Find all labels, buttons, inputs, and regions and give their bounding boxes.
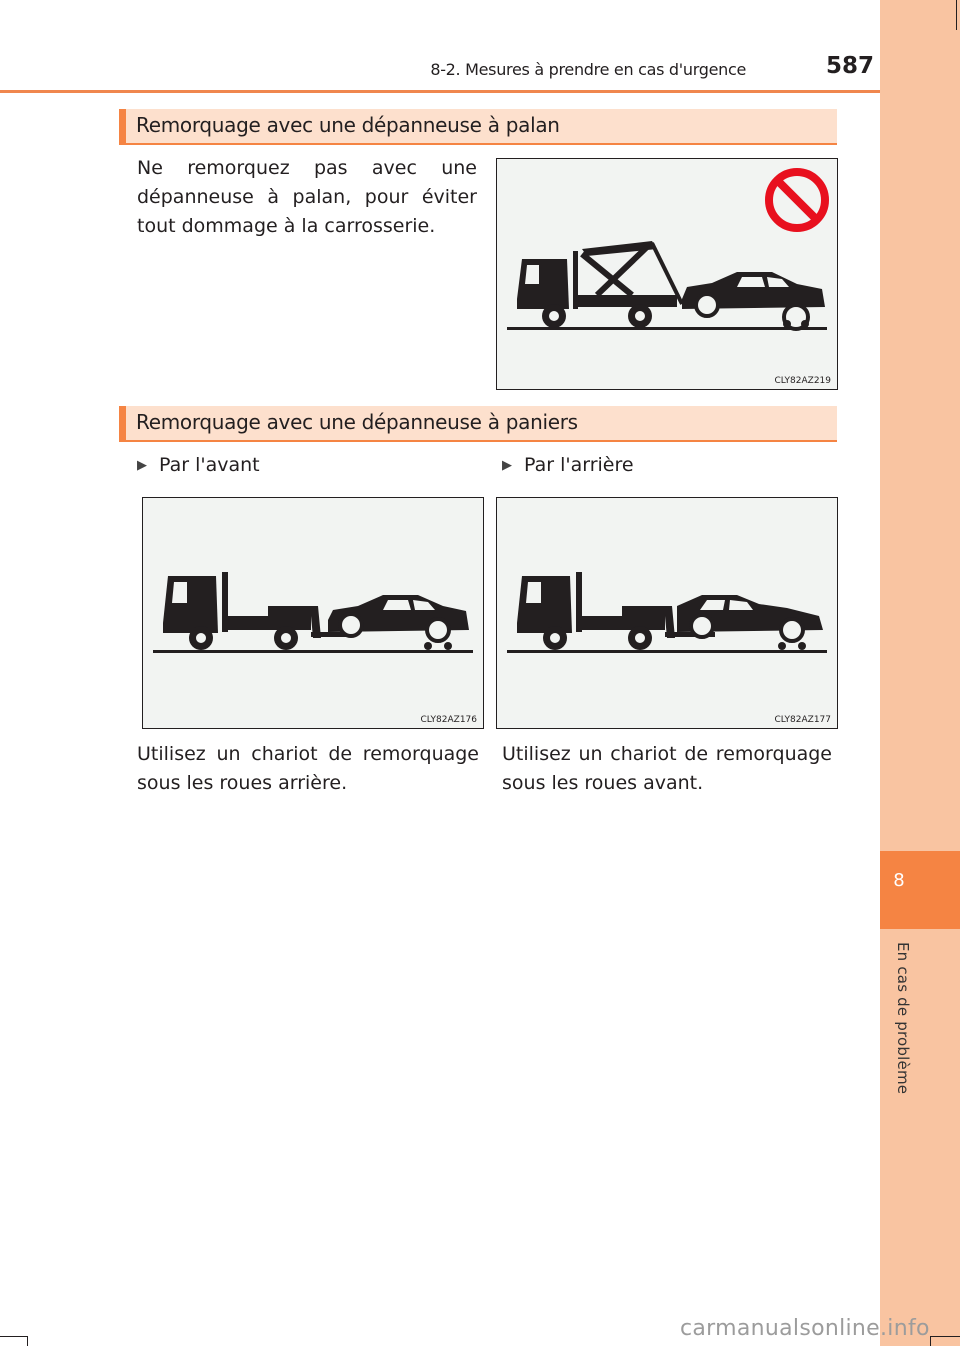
rear-instruction-text: Utilisez un chariot de remorquage sous les roues avant. bbox=[502, 743, 832, 794]
bullet-front-label: Par l'avant bbox=[159, 454, 260, 476]
section-heading-wheel-lift bbox=[119, 406, 837, 442]
hoist-warning-text: Ne remorquez pas avec une dépanneuse à palan, pour éviter tout dommage à la carrosserie. bbox=[137, 157, 477, 237]
figure-code: CLY82AZ177 bbox=[774, 715, 831, 725]
watermark: carmanualsonline.info bbox=[680, 1316, 930, 1341]
figure-code: CLY82AZ176 bbox=[420, 715, 477, 725]
prohibited-icon bbox=[769, 172, 825, 228]
chapter-title: En cas de problème bbox=[894, 942, 912, 1095]
chapter-side-strip bbox=[880, 0, 960, 1346]
header-section-title: 8-2. Mesures à prendre en cas d'urgence bbox=[430, 60, 746, 79]
bullet-rear bbox=[502, 454, 634, 476]
bullet-front bbox=[137, 454, 260, 476]
section-heading-wheel-lift-text: Remorquage avec une dépanneuse à paniers bbox=[136, 410, 578, 434]
figure-wheel-lift-rear bbox=[496, 497, 838, 729]
wheel-lift-rear-illustration bbox=[497, 498, 837, 728]
triangle-bullet-icon: ▶ bbox=[137, 458, 147, 473]
crop-mark bbox=[930, 1336, 960, 1337]
header-rule bbox=[0, 90, 880, 93]
page-number: 587 bbox=[826, 53, 875, 79]
triangle-bullet-icon: ▶ bbox=[502, 458, 512, 473]
crop-mark bbox=[27, 1336, 28, 1346]
hoist-tow-illustration bbox=[497, 159, 837, 389]
section-heading-hoist-text: Remorquage avec une dépanneuse à palan bbox=[136, 113, 560, 137]
figure-hoist-tow-truck bbox=[496, 158, 838, 390]
front-instruction-text: Utilisez un chariot de remorquage sous les roues arrière. bbox=[137, 743, 479, 794]
section-heading-hoist bbox=[119, 109, 837, 145]
bullet-rear-label: Par l'arrière bbox=[524, 454, 634, 476]
figure-code: CLY82AZ219 bbox=[774, 376, 831, 386]
crop-mark bbox=[956, 0, 957, 30]
crop-mark bbox=[0, 1336, 28, 1337]
wheel-lift-front-illustration bbox=[143, 498, 483, 728]
crop-mark bbox=[930, 1336, 931, 1346]
chapter-number: 8 bbox=[893, 870, 905, 891]
figure-wheel-lift-front bbox=[142, 497, 484, 729]
